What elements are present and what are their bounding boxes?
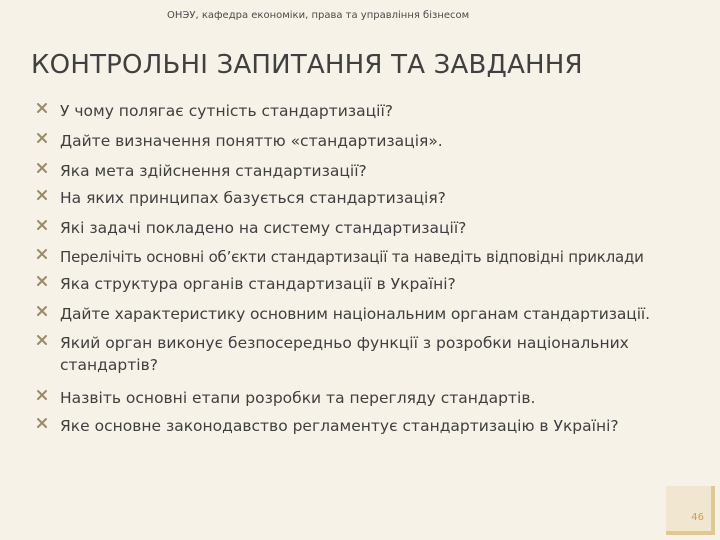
x-mark-icon (36, 305, 50, 319)
x-mark-icon (36, 248, 50, 262)
list-item-text: На яких принципах базується стандартизація? (60, 189, 446, 207)
list-item-text: Яка мета здійснення стандартизації? (60, 162, 367, 180)
list-item-text: Яке основне законодавство регламентує стандартизацію в Україні? (60, 417, 619, 435)
header-note: ОНЭУ, кафедра економіки, права та управління бізнесом (167, 10, 470, 21)
list-item-text: Які задачі покладено на систему стандартизації? (60, 219, 467, 237)
list-item-text: Який орган виконує безпосередньо функції з розробки національних стандартів? (60, 334, 629, 374)
x-mark-icon (36, 334, 50, 348)
x-mark-icon (36, 132, 50, 146)
x-mark-icon (36, 102, 50, 116)
list-item-text: Дайте визначення поняттю «стандартизація». (60, 132, 443, 150)
page-number: 46 (691, 512, 704, 523)
x-mark-icon (36, 219, 50, 233)
x-mark-icon (36, 162, 50, 176)
list-item-text: Яка структура органів стандартизації в Україні? (60, 275, 456, 293)
list-item-text: Назвіть основні етапи розробки та перегляду стандартів. (60, 389, 536, 407)
x-mark-icon (36, 189, 50, 203)
list-item-text: Дайте характеристику основним національним органам стандартизації. (60, 305, 650, 323)
slide-title: КОНТРОЛЬНІ ЗАПИТАННЯ ТА ЗАВДАННЯ (31, 50, 583, 81)
x-mark-icon (36, 275, 50, 289)
page-number-frame (666, 486, 715, 535)
list-item-text: У чому полягає сутність стандартизації? (60, 102, 393, 120)
x-mark-icon (36, 417, 50, 431)
x-mark-icon (36, 389, 50, 403)
list-item-text: Перелічіть основні об’єкти стандартизації та наведіть відповідні приклади (60, 248, 644, 266)
